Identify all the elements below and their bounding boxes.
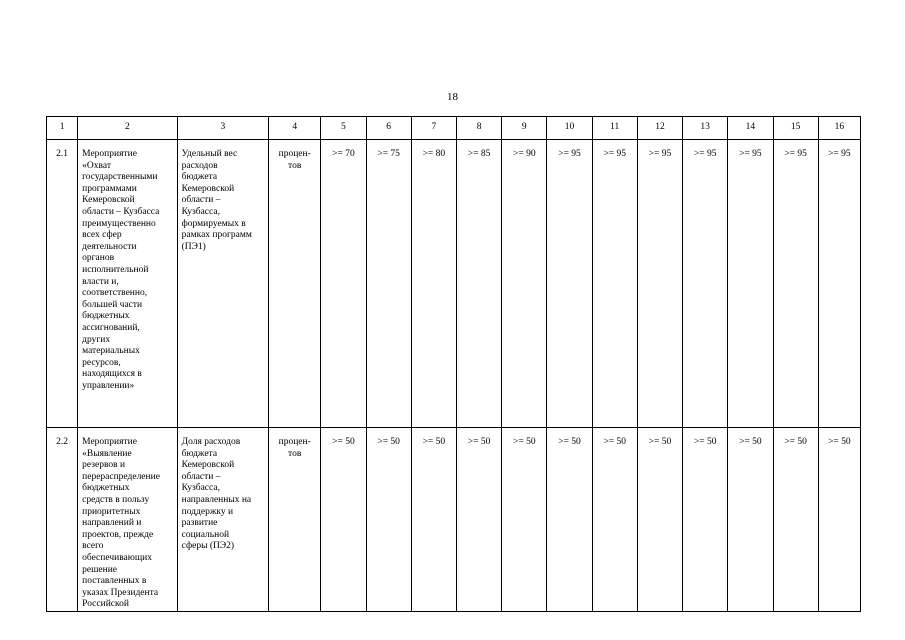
value-cell: >= 80 (411, 140, 456, 428)
indicators-table (46, 116, 861, 612)
column-header: 1 (47, 117, 78, 140)
column-header: 4 (269, 117, 321, 140)
page-number: 18 (447, 91, 458, 103)
value-cell: >= 50 (637, 428, 682, 612)
value-cell: >= 95 (547, 140, 592, 428)
unit-cell: процен- тов (269, 428, 321, 612)
column-header: 8 (456, 117, 501, 140)
value-cell: >= 95 (592, 140, 637, 428)
column-header: 16 (818, 117, 860, 140)
value-cell: >= 50 (592, 428, 637, 612)
row-number: 2.1 (47, 140, 78, 428)
value-cell: >= 50 (502, 428, 547, 612)
column-header: 7 (411, 117, 456, 140)
column-header: 13 (683, 117, 728, 140)
value-cell: >= 50 (547, 428, 592, 612)
column-header: 9 (502, 117, 547, 140)
indicator-name: Удельный вес расходов бюджета Кемеровской области – Кузбасса, формируемых в рамках программ (ПЭ1) (177, 140, 268, 428)
column-header: 10 (547, 117, 592, 140)
value-cell: >= 50 (773, 428, 818, 612)
value-cell: >= 50 (728, 428, 773, 612)
column-header: 5 (321, 117, 366, 140)
value-cell: >= 90 (502, 140, 547, 428)
value-cell: >= 85 (456, 140, 501, 428)
value-cell: >= 95 (818, 140, 860, 428)
column-header: 6 (366, 117, 411, 140)
value-cell: >= 50 (683, 428, 728, 612)
value-cell: >= 95 (773, 140, 818, 428)
value-cell: >= 95 (728, 140, 773, 428)
value-cell: >= 50 (456, 428, 501, 612)
table-row (47, 428, 861, 612)
value-cell: >= 70 (321, 140, 366, 428)
column-header: 11 (592, 117, 637, 140)
column-header: 14 (728, 117, 773, 140)
value-cell: >= 50 (321, 428, 366, 612)
value-cell: >= 95 (637, 140, 682, 428)
header-row (47, 117, 861, 140)
row-number: 2.2 (47, 428, 78, 612)
table-row (47, 140, 861, 428)
event-name: Мероприятие «Выявление резервов и перераспределение бюджетных средств в пользу приоритетных направлений и проектов, прежде всего обеспечивающих решение поставленных в указах Президента Российской (78, 428, 177, 612)
column-header: 3 (177, 117, 268, 140)
column-header: 2 (78, 117, 177, 140)
value-cell: >= 50 (411, 428, 456, 612)
unit-cell: процен- тов (269, 140, 321, 428)
column-header: 12 (637, 117, 682, 140)
column-header: 15 (773, 117, 818, 140)
event-name: Мероприятие «Охват государственными программами Кемеровской области – Кузбасса преимущественно всех сфер деятельности органов исполнительной власти и, соответственно, большей части бюджетных ассигнований, других материальных ресурсов, находящихся в управлении» (78, 140, 177, 428)
value-cell: >= 50 (818, 428, 860, 612)
indicator-name: Доля расходов бюджета Кемеровской области – Кузбасса, направленных на поддержку и развитие социальной сферы (ПЭ2) (177, 428, 268, 612)
value-cell: >= 75 (366, 140, 411, 428)
value-cell: >= 95 (683, 140, 728, 428)
value-cell: >= 50 (366, 428, 411, 612)
